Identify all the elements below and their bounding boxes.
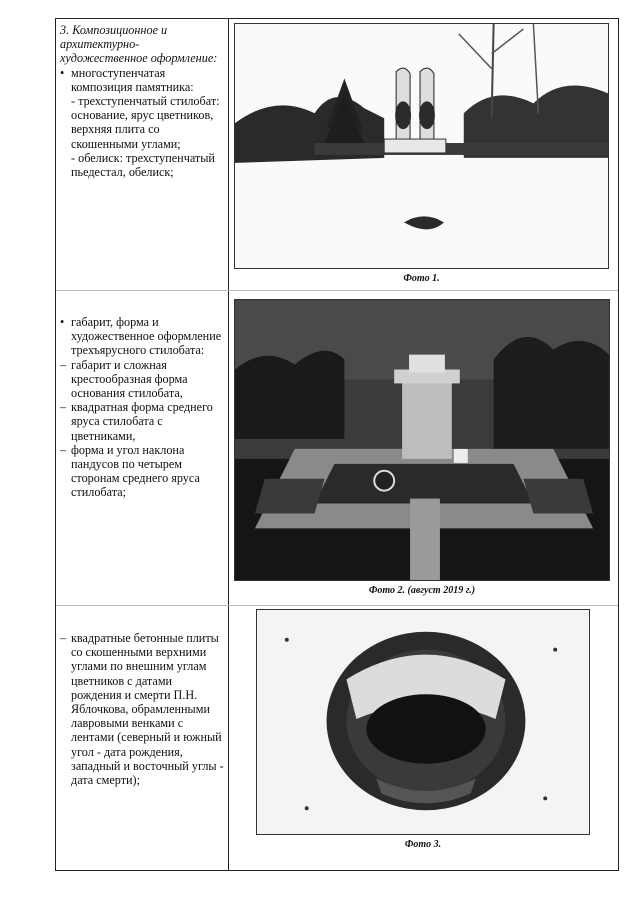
- list-item-text: габарит, форма и художественное оформление трехъярусного стилобата:: [71, 315, 222, 358]
- list-item-text: - обелиск: трехступенчатый пьедестал, обелиск;: [71, 150, 215, 180]
- content-table: [55, 18, 619, 871]
- section-heading: 3. Композиционное и архитектурно-художественное оформление:: [60, 23, 218, 66]
- list-item-text: многоступенчатая композиция памятника:: [71, 65, 194, 94]
- dash-marker: –: [60, 631, 67, 645]
- list-item-text: квадратная форма среднего яруса стилобата с цветниками,: [71, 400, 213, 443]
- row-divider: [56, 290, 618, 291]
- wreath-plate-image: [257, 610, 589, 834]
- list-item-text: форма и угол наклона пандусов по четырем сторонам среднего яруса стилобата;: [71, 442, 200, 500]
- dash-marker: –: [60, 357, 67, 372]
- list-item: [60, 315, 224, 358]
- list-item-text: - трехступенчатый стилобат: основание, ярус цветников, верхняя плита со скошенными углами;: [71, 94, 220, 151]
- list-item: [60, 358, 224, 401]
- photo-caption: Фото 3.: [404, 839, 442, 850]
- dash-marker: –: [60, 400, 67, 415]
- list-item: [60, 66, 224, 94]
- photo-2: [234, 299, 610, 581]
- bullet-marker: •: [60, 65, 65, 80]
- list-item: [60, 443, 224, 500]
- bullet-marker: •: [60, 315, 65, 329]
- photo-caption: Фото 1.: [403, 273, 440, 284]
- row-divider: [56, 605, 618, 606]
- photo-3: [256, 609, 590, 835]
- section-1-text: [60, 23, 224, 179]
- section-3-text: [60, 631, 224, 787]
- list-item: [60, 400, 224, 443]
- list-item: [60, 631, 224, 787]
- dash-marker: –: [60, 442, 67, 457]
- list-item-text: квадратные бетонные плиты со скошенными верхними углами по внешним углам цветников с датами рождения и смерти П.Н. Яблочкова, обрамленными лавровыми венками с лентами (северный и южный угол - дата рождения, западный и восточный углы - дата смерти);: [71, 631, 224, 788]
- list-item-text: габарит и сложная крестообразная форма основания стилобата,: [71, 357, 188, 401]
- column-divider: [228, 19, 229, 870]
- monument-summer-image: [235, 300, 609, 580]
- section-2-text: [60, 315, 224, 500]
- photo-1: [234, 23, 609, 269]
- photo-caption: Фото 2. (август 2019 г.): [368, 585, 476, 596]
- monument-winter-image: [235, 24, 608, 268]
